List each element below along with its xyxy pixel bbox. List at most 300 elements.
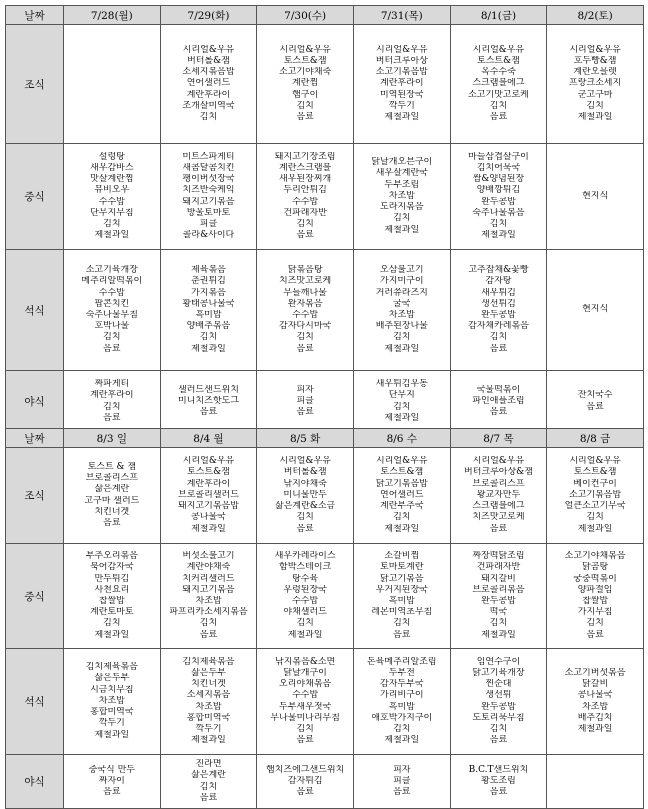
menu-item: 피자 — [393, 764, 411, 775]
menu-item: 김치 — [586, 100, 604, 111]
menu-item: 생선튀 — [485, 690, 512, 701]
menu-item: 완두콩밥 — [481, 596, 516, 606]
menu-item: 무들깨나물 — [283, 287, 327, 298]
menu-item: 배추된장나물 — [375, 321, 428, 332]
meal-row — [6, 448, 644, 544]
menu-cell — [257, 755, 354, 809]
menu-item: 시리얼&우유 — [376, 44, 428, 55]
date-column-header: 날짜 — [6, 6, 64, 25]
menu-item: 피클 — [199, 218, 218, 229]
menu-item: 만두튀김 — [94, 573, 130, 584]
menu-item: 닭고기볶음밥 — [375, 478, 428, 489]
menu-item: 닭고기육개장 — [472, 667, 525, 678]
menu-item: 춘권튀김 — [191, 276, 226, 287]
menu-item: 치즈맛고로케 — [472, 512, 525, 523]
menu-item: 음료 — [393, 629, 411, 640]
meal-label: 야식 — [6, 371, 64, 433]
menu-item: 돼지고기장조림 — [274, 151, 336, 162]
menu-item: 음료 — [199, 792, 218, 803]
menu-item: 제철과일 — [287, 629, 323, 640]
menu-item: 음료 — [296, 523, 314, 534]
menu-item: 완자볶음 — [287, 298, 323, 309]
menu-item: 탕수육 — [292, 573, 319, 584]
menu-cell — [353, 250, 450, 371]
menu-cell — [257, 25, 354, 144]
menu-item: 닭곰탕 — [582, 562, 609, 573]
meal-label: 석식 — [6, 649, 64, 755]
menu-item: 소고기야채볶음 — [564, 551, 626, 562]
meal-row — [6, 371, 644, 433]
menu-cell — [547, 25, 644, 144]
menu-cell — [160, 448, 257, 544]
menu-item: 김치 — [393, 332, 411, 343]
meal-row — [6, 25, 644, 144]
menu-item: 음료 — [296, 407, 314, 418]
menu-item: 감자탕 — [485, 276, 512, 287]
menu-item: 토스트&잼 — [477, 55, 520, 66]
menu-item: 제철과일 — [384, 412, 420, 423]
menu-item: 흑미밥 — [388, 701, 415, 712]
menu-item: 치즈맛고로케 — [279, 276, 332, 287]
menu-item: 스크램블에그 — [472, 78, 525, 89]
meal-row — [6, 144, 644, 250]
menu-item: 돼지갈비 — [481, 573, 516, 584]
menu-item: 차조밥 — [195, 701, 222, 712]
menu-cell — [353, 755, 450, 809]
menu-item: 샐러드샌드위치 — [178, 384, 239, 395]
menu-item: 건파래자반 — [283, 207, 327, 218]
menu-item: 김치 — [393, 401, 411, 412]
menu-item: 방울토마토 — [186, 207, 231, 218]
menu-item: 시리얼&우유 — [279, 44, 331, 55]
menu-cell — [547, 544, 644, 649]
menu-cell — [450, 25, 547, 144]
menu-item: 음료 — [586, 401, 604, 412]
menu-item: 깍두기 — [388, 100, 415, 111]
menu-item: 제철과일 — [577, 523, 613, 534]
menu-item: 왕교자만두 — [476, 489, 521, 500]
menu-item: 건파래자반 — [476, 562, 521, 573]
menu-item: 팽이버섯장국 — [182, 174, 235, 185]
menu-item: 쌈&양념된장 — [472, 174, 525, 185]
menu-item: 계란부추국 — [380, 501, 424, 512]
menu-item: 가리비구이 — [380, 690, 424, 701]
menu-item: 감자두부국 — [380, 679, 424, 690]
menu-item: 시리얼&우유 — [569, 44, 621, 55]
menu-item: 감자튀김 — [287, 775, 323, 786]
menu-item: 계란후라이 — [380, 78, 424, 89]
menu-item: 연어샐러드 — [186, 78, 231, 89]
menu-cell — [160, 371, 257, 433]
date-header: 8/8 금 — [547, 429, 644, 448]
menu-cell — [160, 250, 257, 371]
menu-item: 콩나물국 — [577, 690, 613, 701]
menu-item: 김치 — [296, 218, 314, 229]
menu-item: 소고기볶음밥 — [375, 67, 428, 78]
menu-item: 수수밥 — [292, 310, 319, 320]
menu-item: 도토리묵무침 — [472, 712, 525, 723]
menu-item: 소갈비찜 — [384, 551, 420, 562]
date-header: 8/2(토) — [547, 6, 644, 25]
menu-item: 파프리카소세지볶음 — [169, 607, 248, 618]
menu-item: 삶은계란 — [191, 770, 226, 781]
menu-item: 황태콩나물국 — [182, 298, 235, 309]
meal-row — [6, 755, 644, 809]
menu-item: 브로콜리샐러드 — [178, 489, 239, 500]
menu-cell — [257, 448, 354, 544]
date-header: 8/7 목 — [450, 429, 547, 448]
menu-cell — [450, 371, 547, 433]
menu-item: 제철과일 — [191, 735, 226, 746]
menu-item: 음료 — [296, 112, 314, 122]
menu-item: 떡국 — [489, 607, 508, 618]
menu-item: 제철과일 — [481, 629, 516, 640]
menu-item: 닭갈비 — [582, 679, 609, 690]
menu-item: 김치 — [393, 723, 411, 734]
menu-item: 시리얼&우유 — [376, 456, 428, 467]
meal-row — [6, 544, 644, 649]
menu-item: 양배깡튀김 — [476, 185, 521, 196]
menu-item: 김치 — [586, 512, 604, 523]
menu-item: 제철과일 — [481, 230, 516, 241]
menu-cell — [257, 144, 354, 250]
menu-cell — [547, 371, 644, 433]
menu-item: 사천요리 — [94, 584, 130, 595]
menu-item: 음료 — [296, 787, 314, 798]
menu-cell — [64, 755, 161, 809]
menu-item: 흑미밥 — [388, 596, 415, 606]
menu-item: 황도조림 — [481, 775, 516, 786]
menu-item: 시리얼&우유 — [472, 44, 525, 55]
menu-item: 완두콩밥 — [481, 196, 516, 207]
menu-cell — [257, 649, 354, 755]
menu-item: 피클 — [393, 775, 411, 786]
menu-item: 가지볶음 — [191, 287, 226, 298]
menu-cell — [450, 448, 547, 544]
menu-item: 계란찜 — [292, 78, 319, 89]
menu-item: 설렁탕 — [98, 151, 125, 162]
menu-item: 피자 — [296, 384, 314, 395]
menu-item: 수수밥 — [98, 196, 125, 207]
menu-item: 뮤비오우 — [94, 185, 130, 196]
menu-item: 차조밥 — [582, 701, 609, 712]
menu-item: 제철과일 — [577, 112, 613, 122]
menu-item: 제철과일 — [384, 112, 420, 122]
menu-cell — [160, 755, 257, 809]
menu-item: 얼큰소고기무국 — [564, 501, 626, 512]
menu-cell — [353, 544, 450, 649]
menu-item: 삶은계란&소금 — [275, 501, 336, 512]
date-header: 7/28(월) — [64, 6, 161, 25]
menu-item: 계란야채죽 — [186, 562, 231, 573]
menu-item: 버터크루아상&잼 — [464, 467, 533, 478]
menu-item: 음료 — [586, 629, 604, 640]
menu-item: 음료 — [296, 230, 314, 241]
menu-item: 새우된장찌개 — [279, 174, 332, 185]
menu-item: 닭날개구이 — [283, 667, 327, 678]
menu-item: 치즈반숙케익 — [182, 185, 235, 196]
menu-item: 짜장떡닭조림 — [472, 551, 525, 562]
menu-item: 돼지고기볶음 — [182, 584, 235, 595]
menu-item: 소세지볶음 — [186, 690, 231, 701]
menu-item: 군고구마 — [577, 89, 613, 100]
menu-item: 국물떡볶이 — [476, 384, 521, 395]
menu-item: 양배추볶음 — [186, 321, 231, 332]
menu-item: 수수밥 — [292, 690, 319, 701]
menu-cell — [450, 250, 547, 371]
menu-item: 소고기버섯볶음 — [564, 667, 626, 678]
menu-item: 돈육메추리알조림 — [367, 656, 437, 667]
menu-item: 콩나물국 — [191, 512, 226, 523]
menu-cell — [353, 371, 450, 433]
menu-item: 김치 — [489, 100, 508, 111]
date-header: 8/5 화 — [257, 429, 354, 448]
menu-item: 치커리샐러드 — [182, 573, 235, 584]
menu-item: 음료 — [103, 412, 121, 423]
menu-item: 레몬미역초무침 — [371, 607, 433, 618]
date-header: 7/31(목) — [353, 6, 450, 25]
menu-item: 소고기맛고로케 — [468, 89, 529, 100]
menu-item: 숙주나물볶음 — [472, 207, 525, 218]
menu-item: 새우튀김우동 — [375, 379, 428, 390]
menu-item: 찹쌀밥 — [98, 596, 125, 606]
date-header: 7/30(수) — [257, 6, 354, 25]
menu-item: 짜파게티 — [94, 379, 130, 390]
menu-item: 계란스크램블 — [279, 162, 332, 173]
menu-item: 수수밥 — [292, 596, 319, 606]
menu-item: 김치 — [296, 512, 314, 523]
menu-item: 치킨너겟 — [94, 506, 130, 517]
menu-cell — [450, 755, 547, 809]
menu-item: 음료 — [489, 735, 508, 746]
menu-item: 김치 — [103, 618, 121, 629]
menu-item: 우거지된장국 — [375, 584, 428, 595]
meal-label: 중식 — [6, 144, 64, 250]
menu-cell — [64, 144, 161, 250]
menu-cell — [353, 144, 450, 250]
menu-cell — [547, 448, 644, 544]
menu-item: 거러쮸라즈지 — [375, 287, 428, 298]
menu-cell — [64, 649, 161, 755]
menu-item: 홍합미역국 — [186, 712, 231, 723]
meal-row — [6, 250, 644, 371]
menu-item: 토스트&잼 — [380, 467, 424, 478]
menu-item: 닭고기볶음 — [380, 573, 424, 584]
menu-item: 양파절임 — [577, 584, 613, 595]
menu-item: 함박스테이크 — [279, 562, 332, 573]
menu-item: 야채샐러드 — [283, 607, 327, 618]
menu-item: 삶은계란 — [94, 484, 130, 495]
menu-cell — [160, 544, 257, 649]
menu-item: 김치 — [296, 723, 314, 734]
menu-item: 북어감자국 — [90, 562, 134, 573]
menu-item: 완두콩밥 — [481, 310, 516, 320]
menu-item: 제철과일 — [191, 343, 226, 354]
menu-item: 토마토계란 — [380, 562, 424, 573]
menu-item: 단무지무침 — [90, 207, 134, 218]
menu-cell — [547, 250, 644, 371]
date-column-header: 날짜 — [6, 429, 64, 448]
header-row — [6, 429, 644, 448]
menu-item: 김치 — [296, 332, 314, 343]
menu-cell — [353, 649, 450, 755]
menu-item: 삶은두부 — [94, 673, 130, 684]
meal-label: 중식 — [6, 544, 64, 649]
menu-cell — [64, 371, 161, 433]
menu-item: 브로콜리스프 — [472, 478, 525, 489]
menu-item: 베이컨구이 — [573, 478, 617, 489]
menu-item: 새우감바스 — [90, 162, 134, 173]
menu-item: 음료 — [296, 343, 314, 354]
menu-item: 제철과일 — [384, 343, 420, 354]
menu-item: 궁중떡볶이 — [573, 573, 617, 584]
menu-item: 수수밥 — [292, 196, 319, 207]
menu-item: 깍두기 — [98, 718, 125, 729]
date-header: 8/1(금) — [450, 6, 547, 25]
menu-item: 임연수구이 — [476, 656, 521, 667]
menu-item: 짜자이 — [98, 775, 125, 786]
menu-item: 김치 — [199, 781, 218, 792]
menu-cell — [547, 755, 644, 809]
menu-item: 토스트&잼 — [187, 467, 230, 478]
menu-item: 버터롤&잼 — [187, 55, 230, 66]
menu-item: 김치 — [199, 332, 218, 343]
menu-item: 김치 — [103, 401, 121, 412]
menu-item: 연어샐러드 — [380, 489, 424, 500]
menu-item: 김치 — [489, 332, 508, 343]
menu-item: 토스트&잼 — [283, 55, 327, 66]
menu-cell — [353, 25, 450, 144]
menu-item: 부추오리볶음 — [85, 551, 138, 562]
menu-item: 음료 — [103, 787, 121, 798]
menu-item: 메추리알떡볶이 — [81, 276, 143, 287]
menu-item: 제철과일 — [94, 230, 130, 241]
menu-cell — [450, 544, 547, 649]
menu-cell — [353, 448, 450, 544]
menu-item: 계란오믈렛 — [573, 67, 617, 78]
menu-item: 삶은두부 — [191, 667, 226, 678]
menu-cell — [450, 144, 547, 250]
date-header: 8/6 수 — [353, 429, 450, 448]
menu-item: 옥수수죽 — [481, 67, 516, 78]
menu-item: 닭날개오븐구이 — [371, 157, 433, 168]
menu-item: 현지식 — [582, 304, 609, 315]
menu-item: B.C.T샌드위치 — [468, 764, 529, 775]
menu-item: 김치제육볶음 — [182, 656, 235, 667]
menu-cell — [257, 371, 354, 433]
menu-item: 미니치즈핫도그 — [178, 395, 239, 406]
date-header: 7/29(화) — [160, 6, 257, 25]
menu-item: 현지식 — [582, 190, 609, 201]
menu-item: 계란후라이 — [186, 89, 231, 100]
menu-item: 감자다시마국 — [279, 321, 332, 332]
menu-item: 두부전 — [388, 667, 415, 678]
menu-table-week-2 — [5, 428, 643, 809]
menu-item: 버터크루아상 — [375, 55, 428, 66]
menu-item: 시리얼&우유 — [182, 44, 235, 55]
meal-label: 야식 — [6, 755, 64, 809]
menu-item: 낚지야채죽 — [283, 478, 327, 489]
menu-item: 제철과일 — [384, 224, 420, 235]
menu-item: 단무지 — [388, 390, 415, 401]
menu-item: 계란후라이 — [90, 390, 134, 401]
menu-item: 깍두기 — [195, 723, 222, 734]
menu-item: 제육볶음 — [191, 265, 226, 276]
menu-item: 생선튀김 — [481, 298, 516, 309]
menu-item: 마늘삼겹살구이 — [468, 151, 529, 162]
menu-item: 프랑크소세지 — [569, 78, 622, 89]
menu-item: 음료 — [489, 787, 508, 798]
menu-item: 소고기육개장 — [85, 265, 138, 276]
menu-item: 굴국 — [393, 298, 411, 309]
menu-cell — [160, 25, 257, 144]
menu-item: 새우카레라이스 — [274, 551, 336, 562]
menu-cell — [450, 649, 547, 755]
menu-item: 햄구이 — [292, 89, 319, 100]
meal-row — [6, 649, 644, 755]
menu-item: 김치 — [393, 213, 411, 224]
menu-item: 진라면 — [195, 759, 222, 770]
menu-item: 음료 — [103, 517, 121, 528]
menu-item: 김치 — [199, 112, 218, 122]
meal-label: 조식 — [6, 448, 64, 544]
meal-schedule-table — [5, 428, 644, 809]
menu-item: 낚지볶음&소면 — [275, 656, 336, 667]
menu-item: 김치 — [489, 723, 508, 734]
menu-item: 찹쌀밥 — [582, 596, 609, 606]
menu-item: 수수밥 — [98, 287, 125, 298]
menu-cell — [64, 544, 161, 649]
meal-label: 조식 — [6, 25, 64, 144]
menu-cell — [160, 649, 257, 755]
menu-item: 호박나물 — [94, 321, 130, 332]
menu-item: 시금치무침 — [90, 684, 134, 695]
menu-item: 가지무침 — [577, 607, 613, 618]
header-row — [6, 6, 644, 25]
menu-item: 음료 — [199, 407, 218, 418]
menu-item: 음료 — [199, 629, 218, 640]
menu-item: 김치 — [489, 618, 508, 629]
menu-item: 버섯소불고기 — [182, 551, 235, 562]
menu-item: 김치 — [489, 218, 508, 229]
menu-item: 김치 — [199, 618, 218, 629]
menu-item: 차조밥 — [388, 190, 415, 201]
menu-item: 김치 — [296, 618, 314, 629]
menu-item: 음료 — [103, 343, 121, 354]
menu-item: 치킨너겟 — [191, 679, 226, 690]
menu-item: 토스트&잼 — [573, 467, 617, 478]
menu-item: 미니물만두 — [283, 489, 327, 500]
menu-item: 제철과일 — [577, 723, 613, 734]
menu-item: 토스트 & 잼 — [87, 461, 137, 472]
menu-item: 두부새우젓국 — [279, 701, 332, 712]
menu-item: 햄치즈에그샌드위치 — [266, 764, 345, 775]
menu-item: 고구마 샐러드 — [84, 495, 140, 506]
menu-item: 흑미밥 — [195, 310, 222, 320]
menu-cell — [547, 649, 644, 755]
menu-cell — [257, 250, 354, 371]
menu-item: 김치 — [103, 332, 121, 343]
menu-item: 오리야채볶음 — [279, 679, 332, 690]
menu-item: 김치 — [586, 618, 604, 629]
menu-cell — [64, 448, 161, 544]
menu-item: 피클 — [296, 395, 314, 406]
meal-schedule-table — [5, 5, 644, 433]
menu-item: 돼지고기볶음밥 — [178, 501, 239, 512]
menu-item: 김치 — [393, 512, 411, 523]
menu-item: 버터롤&잼 — [283, 467, 327, 478]
menu-item: 오삼불고기 — [380, 265, 424, 276]
